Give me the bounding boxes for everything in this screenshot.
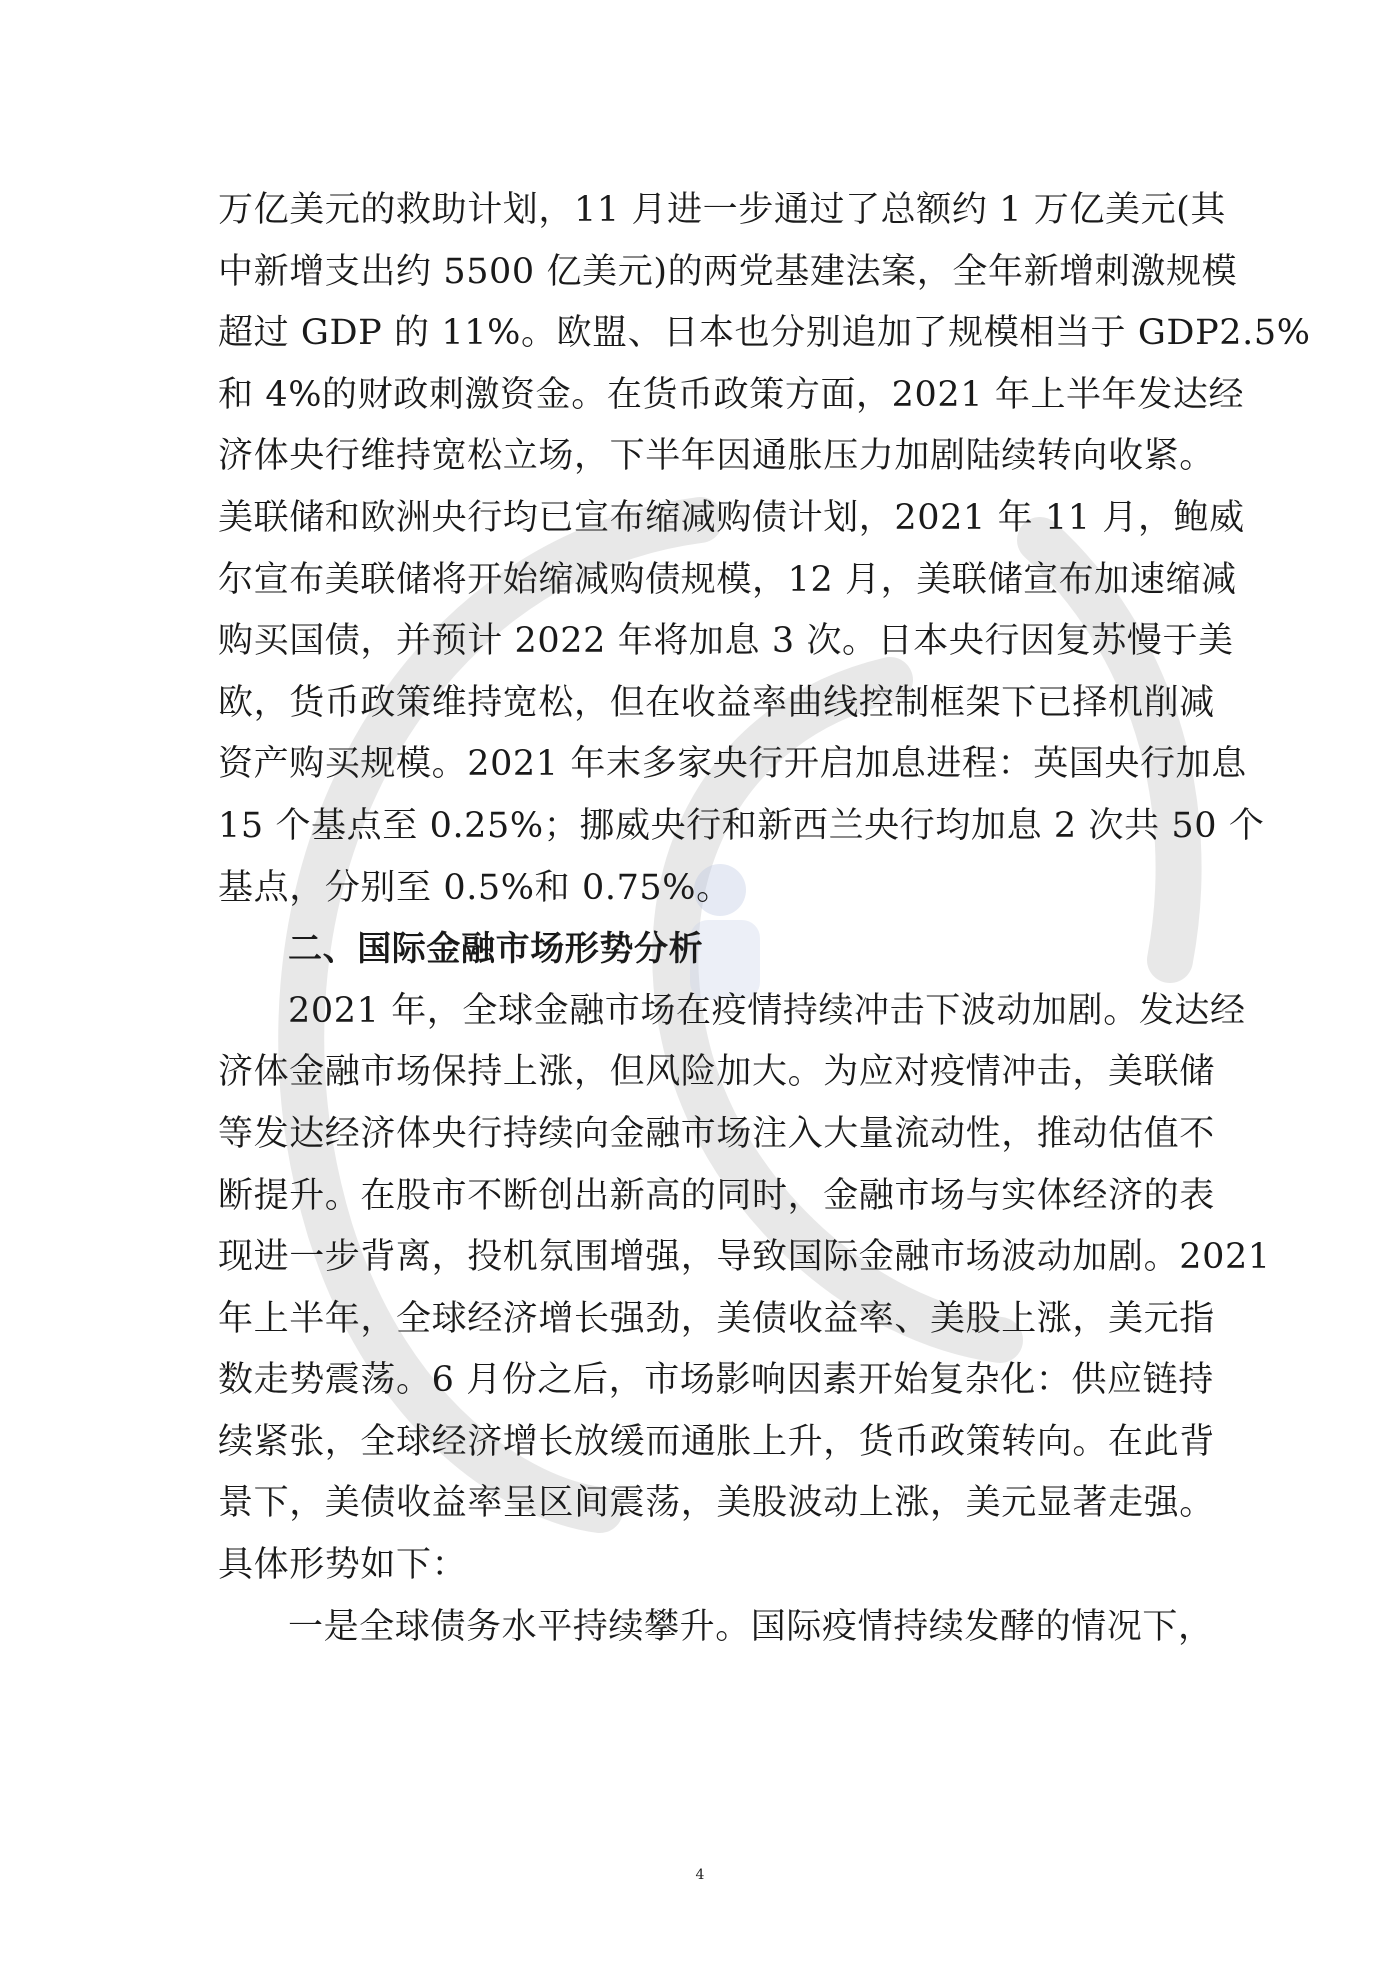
text-line: 2021 年，全球金融市场在疫情持续冲击下波动加剧。发达经 (288, 990, 1246, 1031)
text-line: 济体金融市场保持上涨，但风险加大。为应对疫情冲击，美联储 (218, 1052, 1215, 1093)
text-line: 续紧张，全球经济增长放缓而通胀上升，货币政策转向。在此背 (218, 1421, 1215, 1462)
paragraph-debt (218, 1597, 1214, 1659)
text-line: 一是全球债务水平持续攀升。国际疫情持续发酵的情况下， (288, 1606, 1214, 1647)
text-line: 资产购买规模。2021 年末多家央行开启加息进程：英国央行加息 (218, 744, 1247, 785)
text-line: 15 个基点至 0.25%；挪威央行和新西兰央行均加息 2 次共 50 个 (218, 805, 1265, 846)
paragraph-continuation (218, 180, 1311, 919)
text-line: 欧，货币政策维持宽松，但在收益率曲线控制框架下已择机削减 (218, 682, 1215, 723)
text-line: 年上半年，全球经济增长强劲，美债收益率、美股上涨，美元指 (218, 1298, 1215, 1339)
text-line: 具体形势如下： (218, 1545, 468, 1586)
text-line: 济体央行维持宽松立场，下半年因通胀压力加剧陆续转向收紧。 (218, 436, 1215, 477)
text-line: 尔宣布美联储将开始缩减购债规模，12 月，美联储宣布加速缩减 (218, 559, 1237, 600)
text-line: 断提升。在股市不断创出新高的同时，金融市场与实体经济的表 (218, 1175, 1215, 1216)
text-line: 中新增支出约 5500 亿美元)的两党基建法案，全年新增刺激规模 (218, 251, 1238, 292)
text-line: 购买国债，并预计 2022 年将加息 3 次。日本央行因复苏慢于美 (218, 621, 1234, 662)
text-line: 数走势震荡。6 月份之后，市场影响因素开始复杂化：供应链持 (218, 1360, 1214, 1401)
section-heading: 二、国际金融市场形势分析 (288, 929, 704, 970)
text-line: 基点，分别至 0.5%和 0.75%。 (218, 867, 732, 908)
text-line: 现进一步背离，投机氛围增强，导致国际金融市场波动加剧。2021 (218, 1237, 1271, 1278)
paragraph-market-analysis (218, 981, 1271, 1597)
text-line: 等发达经济体央行持续向金融市场注入大量流动性，推动估值不 (218, 1113, 1215, 1154)
text-line: 美联储和欧洲央行均已宣布缩减购债计划，2021 年 11 月，鲍威 (218, 497, 1245, 538)
document-body (218, 180, 1311, 1658)
text-line: 和 4%的财政刺激资金。在货币政策方面，2021 年上半年发达经 (218, 374, 1245, 415)
page-number: 4 (695, 1867, 705, 1883)
text-line: 景下，美债收益率呈区间震荡，美股波动上涨，美元显著走强。 (218, 1483, 1215, 1524)
text-line: 超过 GDP 的 11%。欧盟、日本也分别追加了规模相当于 GDP2.5% (218, 313, 1311, 354)
text-line: 万亿美元的救助计划，11 月进一步通过了总额约 1 万亿美元(其 (218, 190, 1227, 230)
